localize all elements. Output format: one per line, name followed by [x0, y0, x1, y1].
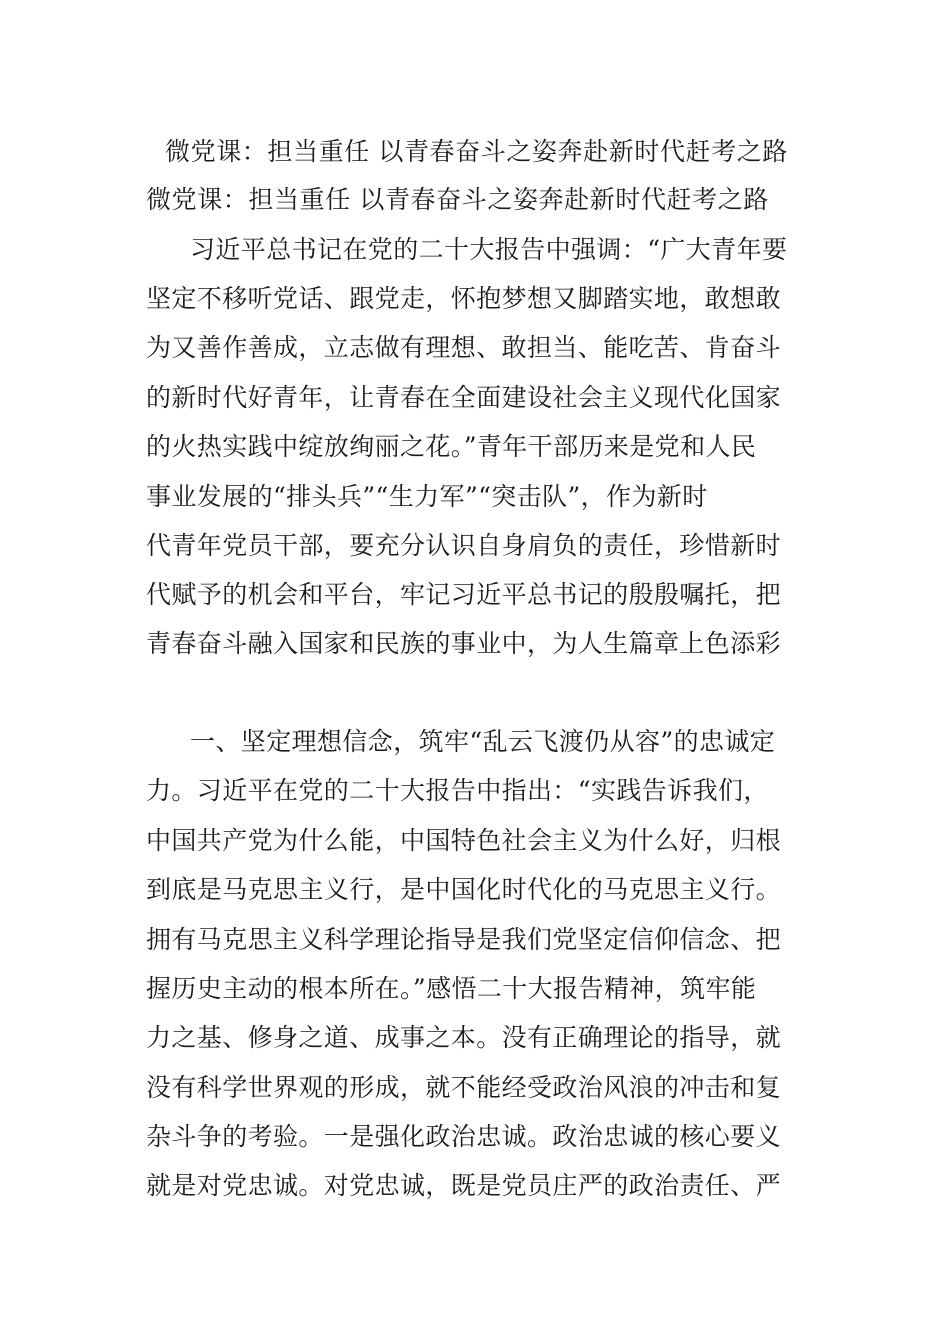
paragraph-line: 事业发展的“排头兵”“生力军”“突击队”，作为新时	[146, 482, 708, 511]
paragraph-line: 中国共产党为什么能，中国特色社会主义为什么好，归根	[146, 826, 782, 855]
paragraph-line: 到底是马克思主义行，是中国化时代化的马克思主义行。	[146, 875, 782, 904]
document-title-repeat: 微党课：担当重任 以青春奋斗之姿奔赴新时代赶考之路	[146, 185, 769, 214]
paragraph-line: 就是对党忠诚。对党忠诚，既是党员庄严的政治责任、严	[146, 1171, 782, 1200]
paragraph-line: 一、坚定理想信念，筑牢“乱云飞渡仍从容”的忠诚定	[190, 727, 776, 756]
paragraph-line: 握历史主动的根本所在。”感悟二十大报告精神，筑牢能	[146, 974, 757, 1003]
paragraph-line: 青春奋斗融入国家和民族的事业中，为人生篇章上色添彩	[146, 629, 782, 658]
paragraph-line: 代赋予的机会和平台，牢记习近平总书记的殷殷嘱托，把	[146, 580, 782, 609]
paragraph-line: 为又善作善成，立志做有理想、敢担当、能吃苦、肯奋斗	[146, 333, 782, 362]
paragraph-line: 的火热实践中绽放绚丽之花。”青年干部历来是党和人民	[146, 432, 757, 461]
document-title: 微党课：担当重任 以青春奋斗之姿奔赴新时代赶考之路	[165, 137, 788, 166]
paragraph-line: 拥有马克思主义科学理论指导是我们党坚定信仰信念、把	[146, 925, 782, 954]
paragraph-line: 力之基、修身之道、成事之本。没有正确理论的指导，就	[146, 1023, 782, 1052]
paragraph-line: 的新时代好青年，让青春在全面建设社会主义现代化国家	[146, 383, 782, 412]
paragraph-line: 习近平总书记在党的二十大报告中强调：“广大青年要	[190, 235, 788, 264]
paragraph-line: 坚定不移听党话、跟党走，怀抱梦想又脚踏实地，敢想敢	[146, 284, 782, 313]
paragraph-line: 杂斗争的考验。一是强化政治忠诚。政治忠诚的核心要义	[146, 1122, 782, 1151]
paragraph-line: 力。习近平在党的二十大报告中指出：“实践告诉我们，	[146, 776, 769, 805]
paragraph-line: 没有科学世界观的形成，就不能经受政治风浪的冲击和复	[146, 1073, 782, 1102]
paragraph-line: 代青年党员干部，要充分认识自身肩负的责任，珍惜新时	[146, 531, 782, 560]
